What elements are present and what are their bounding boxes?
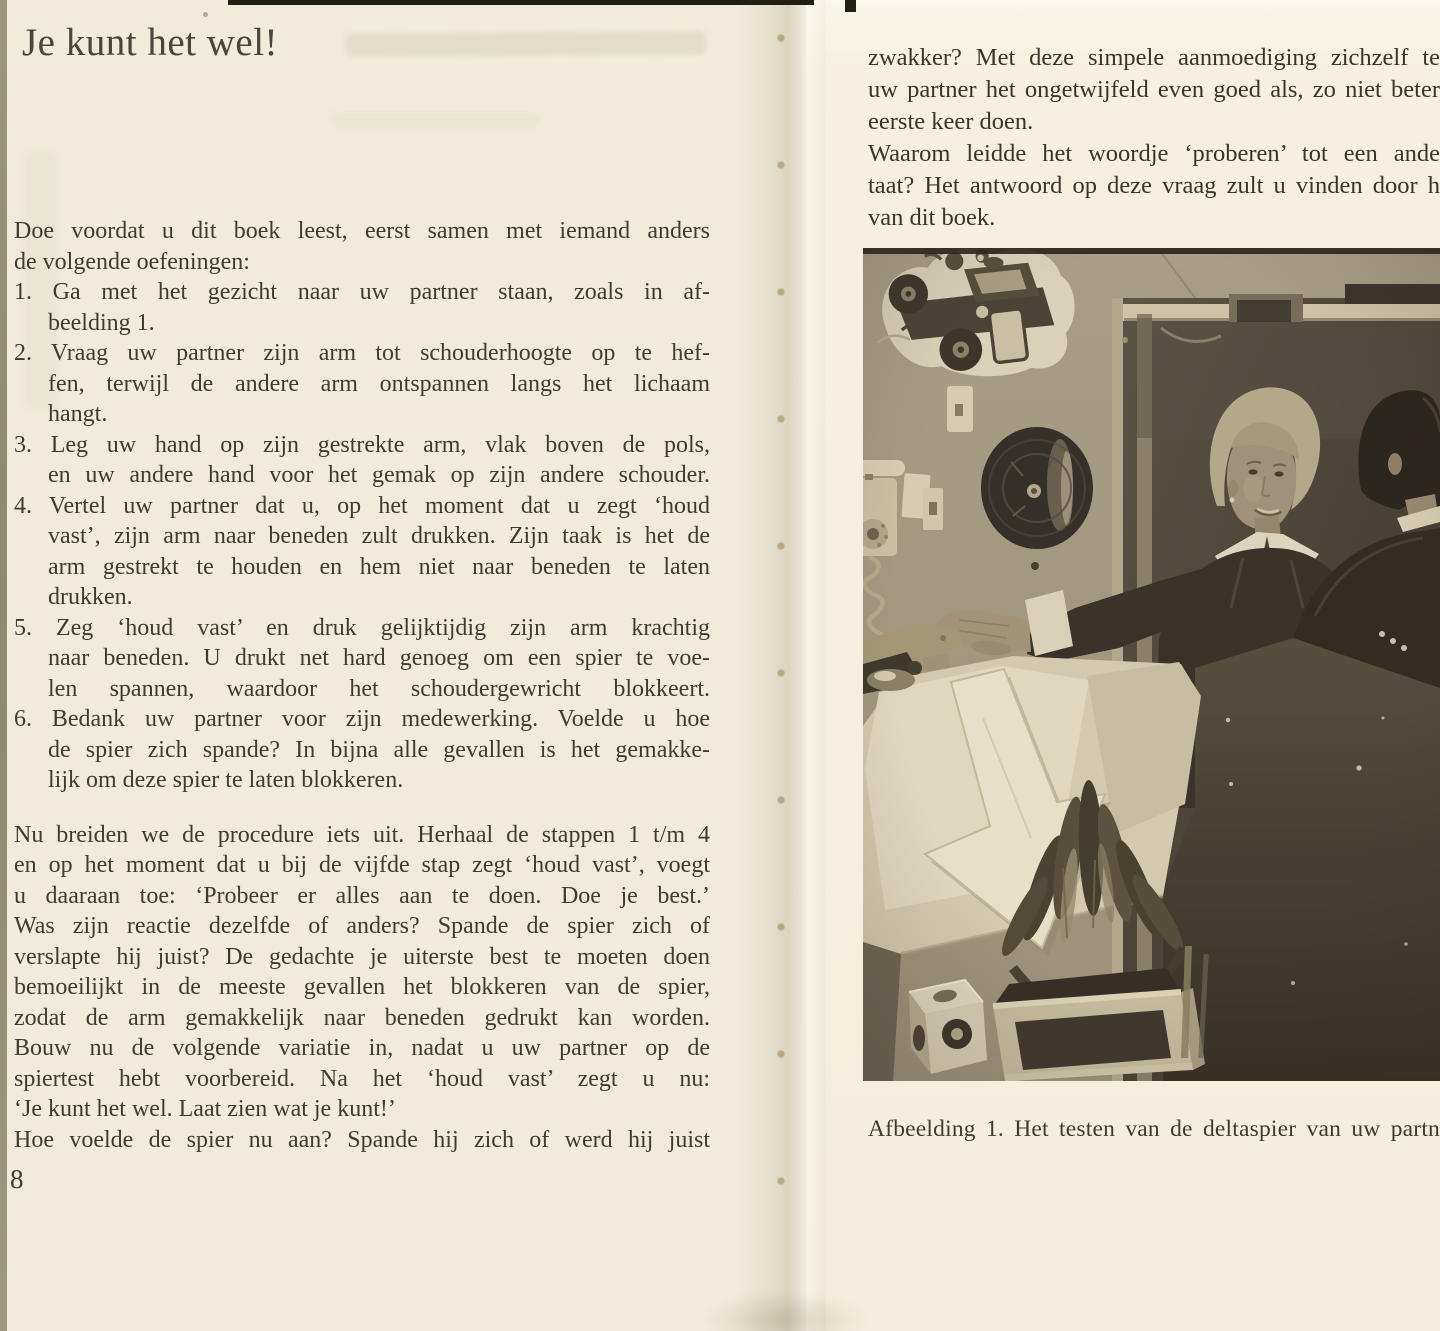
text-line: Nu breiden we de procedure iets uit. Herhaal de stappen 1 t/m 4 — [14, 821, 710, 848]
text-line: taat? Het antwoord op deze vraag zult u vinden door h — [868, 172, 1440, 199]
text-line: fen, terwijl de andere arm ontspannen langs het lichaam — [48, 370, 710, 397]
text-line: naar beneden. U drukt net hard genoeg om een spier te voe- — [48, 645, 710, 671]
text-line: 4. Vertel uw partner dat u, op het moment dat u zegt ‘houd — [14, 492, 710, 519]
text-line: uw partner het ongetwijfeld even goed als, zo niet beter — [868, 76, 1440, 103]
paper-speck — [203, 12, 208, 17]
scan-edge-top — [228, 0, 814, 5]
binding-stitches — [774, 30, 788, 1300]
text-line: verslapte hij juist? De gedachte je uiterste best te moeten doen — [14, 943, 710, 970]
scan-edge-left — [0, 0, 7, 1331]
text-line: zwakker? Met deze simpele aanmoediging zichzelf te — [868, 44, 1440, 71]
text-line: lijk om deze spier te laten blokkeren. — [48, 767, 404, 793]
print-bleedthrough — [345, 31, 707, 57]
text-line: zodat de arm gemakkelijk naar beneden gedrukt kan worden. — [14, 1004, 710, 1031]
text-line: 1. Ga met het gezicht naar uw partner staan, zoals in af- — [14, 279, 710, 305]
text-line: bemoeilijkt in de meeste gevallen het blokkeren van de spier, — [14, 974, 710, 1000]
text-line: ‘Je kunt het wel. Laat zien wat je kunt!’ — [14, 1096, 396, 1122]
text-line: van dit boek. — [868, 204, 996, 231]
text-line: u daaraan toe: ‘Probeer er alles aan te doen. Doe je best.’ — [14, 882, 710, 909]
page-title: Je kunt het wel! — [22, 21, 279, 64]
text-line: Hoe voelde de spier nu aan? Spande hij zich of werd hij juist — [14, 1126, 710, 1153]
text-line: arm gestrekt te houden en hem niet naar beneden te laten — [48, 553, 710, 580]
text-line: de volgende oefeningen: — [14, 248, 250, 275]
text-line: 2. Vraag uw partner zijn arm tot schouderhoogte op te hef- — [14, 340, 710, 366]
text-line: beelding 1. — [48, 309, 155, 336]
figure-photo — [863, 248, 1440, 1081]
text-line: len spannen, waardoor het schoudergewricht blokkeert. — [48, 675, 710, 702]
text-line: 6. Bedank uw partner voor zijn medewerking. Voelde u hoe — [14, 706, 710, 732]
text-line: Doe voordat u dit boek leest, eerst samen met iemand anders — [14, 218, 710, 244]
text-line: eerste keer doen. — [868, 108, 1034, 135]
scan-edge-tick — [845, 0, 856, 12]
text-line: en op het moment dat u bij de vijfde stap zegt ‘houd vast’, voegt — [14, 852, 710, 878]
text-line: 3. Leg uw hand op zijn gestrekte arm, vlak boven de pols, — [14, 431, 710, 458]
right-page-body — [868, 42, 1440, 234]
text-line: hangt. — [48, 401, 108, 427]
text-line: de spier zich spande? In bijna alle gevallen is het gemakke- — [48, 736, 710, 763]
figure-caption: Afbeelding 1. Het testen van de deltaspier van uw partn — [868, 1116, 1440, 1142]
text-line: 5. Zeg ‘houd vast’ en druk gelijktijdig zijn arm krachtig — [14, 614, 710, 641]
text-line: vast’, zijn arm naar beneden zult drukken. Zijn taak is het de — [48, 523, 710, 549]
text-line: Waarom leidde het woordje ‘proberen’ tot een ande — [868, 140, 1440, 167]
left-page-body — [14, 216, 710, 1155]
text-line: en uw andere hand voor het gemak op zijn andere schouder. — [48, 462, 710, 488]
gutter-shadow — [700, 1290, 870, 1331]
photo-vignette — [863, 248, 1440, 1081]
page-number: 8 — [10, 1164, 24, 1194]
text-line: Bouw nu de volgende variatie in, nadat u uw partner op de — [14, 1035, 710, 1061]
text-line: spiertest hebt voorbereid. Na het ‘houd vast’ zegt u nu: — [14, 1065, 710, 1092]
text-line: drukken. — [48, 584, 133, 610]
print-bleedthrough — [330, 112, 540, 127]
text-line: Was zijn reactie dezelfde of anders? Spande de spier zich of — [14, 913, 710, 939]
